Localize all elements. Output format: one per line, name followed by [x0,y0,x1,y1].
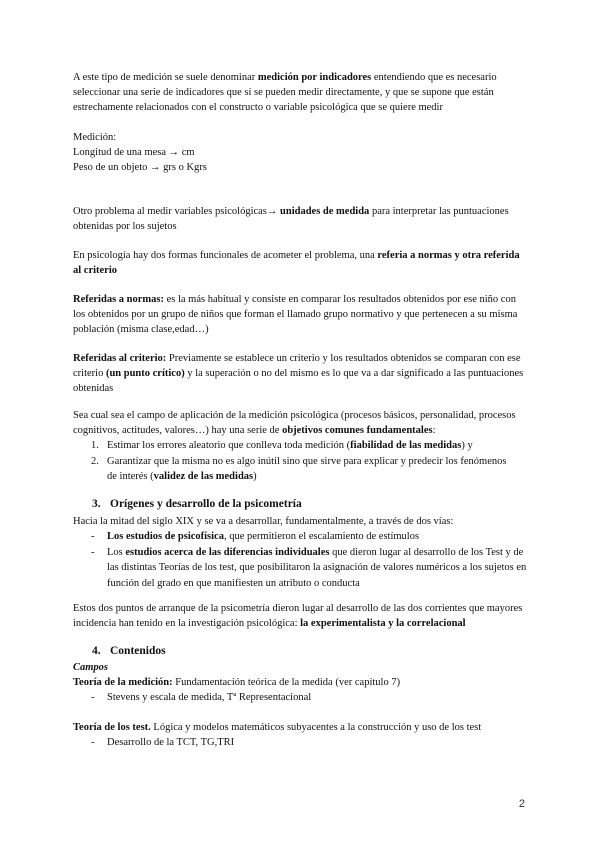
section-heading [92,498,302,510]
list-item [73,529,535,545]
bold-term: Los estudios de psicofísica [107,531,224,542]
list-item [73,690,550,706]
objetivos-list [73,438,550,485]
bold-term: validez de las medidas [153,471,254,482]
text: entendiendo que es necesario seleccionar una serie de indicadores que sí se pueden medir directamente, y que se supone que están estrechamente relacionados con el constructo o variable psicológica que se quiere medir [73,72,497,113]
bold-term: la experimentalista y la correlacional [300,618,466,629]
campos-text: Campos [73,662,109,673]
paragraph-normas [73,292,530,337]
text: En psicología hay dos formas funcionales de acometer el problema, una [73,250,378,261]
paragraph-unidades [73,204,530,234]
bold-term: Referidas a normas: [73,294,164,305]
teoria-medicion-list [73,690,550,706]
paragraph-historia [73,514,530,529]
list-item [73,438,550,454]
text: para interpretar las puntuaciones obtenidas por los sujetos [73,206,509,232]
text: Fundamentación teórica de la medida (ver capítulo 7) [172,677,401,688]
list-item [73,545,535,592]
medicion-line: Longitud de una mesa → cm [73,147,195,158]
text: Hacia la mitad del siglo XIX y se va a desarrollar, fundamentalmente, a través de dos vías: [73,516,454,527]
text: que dieron lugar al desarrollo de los Test y de las distintas Teorías de los test, que posibilitaron la asignación de valores numéricos a los sujetos en función del grado en que manifiesten un atributo o conducta [107,546,527,589]
bold-term: estudios acerca de las diferencias individuales [125,546,330,558]
dash-marker: - [91,737,95,748]
teoria-test-list [73,735,550,751]
teoria-medicion [73,675,530,690]
text: es la más habitual y consiste en comparar los resultados obtenidos por ese niño con los obtenidos por un grupo de niños que forman el llamado grupo normativo y que pertenecen a su misma población (misma clase,edad…) [73,294,518,335]
bold-term: medición por indicadores [257,72,372,83]
text: Previamente se establece un criterio y los resultados obtenidos se comparan con ese criterio [73,353,521,379]
text: Stevens y escala de medida, Tª Representacional [107,692,312,703]
dash-marker: - [91,692,95,703]
text: Lógica y modelos matemáticos subyacentes a la construcción y uso de los test [150,722,482,733]
bold-term: Referidas al criterio: [73,353,167,364]
text: Estimar los errores aleatorio que conlleva toda medición ( [107,440,351,451]
bold-term: fiabilidad de las medidas [350,440,462,451]
dash-marker: - [91,531,95,542]
section-number: 3. [92,498,101,510]
medicion-block [73,130,530,175]
paragraph-formas [73,248,530,278]
text: : [432,425,436,436]
page-number: 2 [518,798,525,810]
text: Sea cual sea el campo de aplicación de la medición psicológica (procesos básicos, personalidad, procesos cognitivos, actitudes, valores…) hay una serie de [73,410,516,436]
bold-term: unidades de medida [280,206,370,217]
list-item [73,735,550,751]
text: ) [253,471,257,482]
medicion-title: Medición: [73,132,117,143]
paragraph-criterio [73,351,530,396]
bold-term: Teoría de los test. [73,722,151,733]
bold-term: Teoría de la medición: [73,677,173,688]
paragraph-objetivos [73,408,530,438]
campos-label [73,660,530,675]
dash-marker: - [91,546,95,558]
bold-term: objetivos comunes fundamentales [282,425,433,436]
teoria-test [73,720,560,735]
list-number: 2. [91,455,99,467]
text: ) y [461,440,473,451]
section-number: 4. [92,645,101,657]
section-title: Contenidos [110,645,166,657]
paragraph-corrientes [73,601,538,631]
list-item [73,454,550,485]
bold-term: referia a normas y otra referida al criterio [73,250,520,276]
text: Estos dos puntos de arranque de la psicometría dieron lugar al desarrollo de las dos corrientes que mayores incidencia han tenido en la investigación psicológica: [73,603,523,629]
medicion-line: Peso de un objeto → grs o Kgrs [73,162,207,173]
paragraph-indicadores [73,70,530,115]
bold-term: (un punto crítico) [105,368,185,379]
text: Los [107,546,126,558]
text: Desarrollo de la TCT, TG,TRI [107,737,235,748]
text: Garantizar que la misma no es algo inútil sino que sirve para explicar y predecir los fenómenos de interés ( [107,455,507,482]
text: Otro problema al medir variables psicológicas→ [73,206,281,217]
list-number: 1. [91,440,99,451]
section-title: Orígenes y desarrollo de la psicometría [110,498,302,510]
text: , que permitieron el escalamiento de estímulos [223,531,420,542]
text: y la superación o no del mismo es lo que va a dar significado a las puntuaciones obtenidas [73,368,524,394]
text: A este tipo de medición se suele denominar [73,72,258,83]
section-heading [92,645,166,657]
vias-list [73,529,535,591]
